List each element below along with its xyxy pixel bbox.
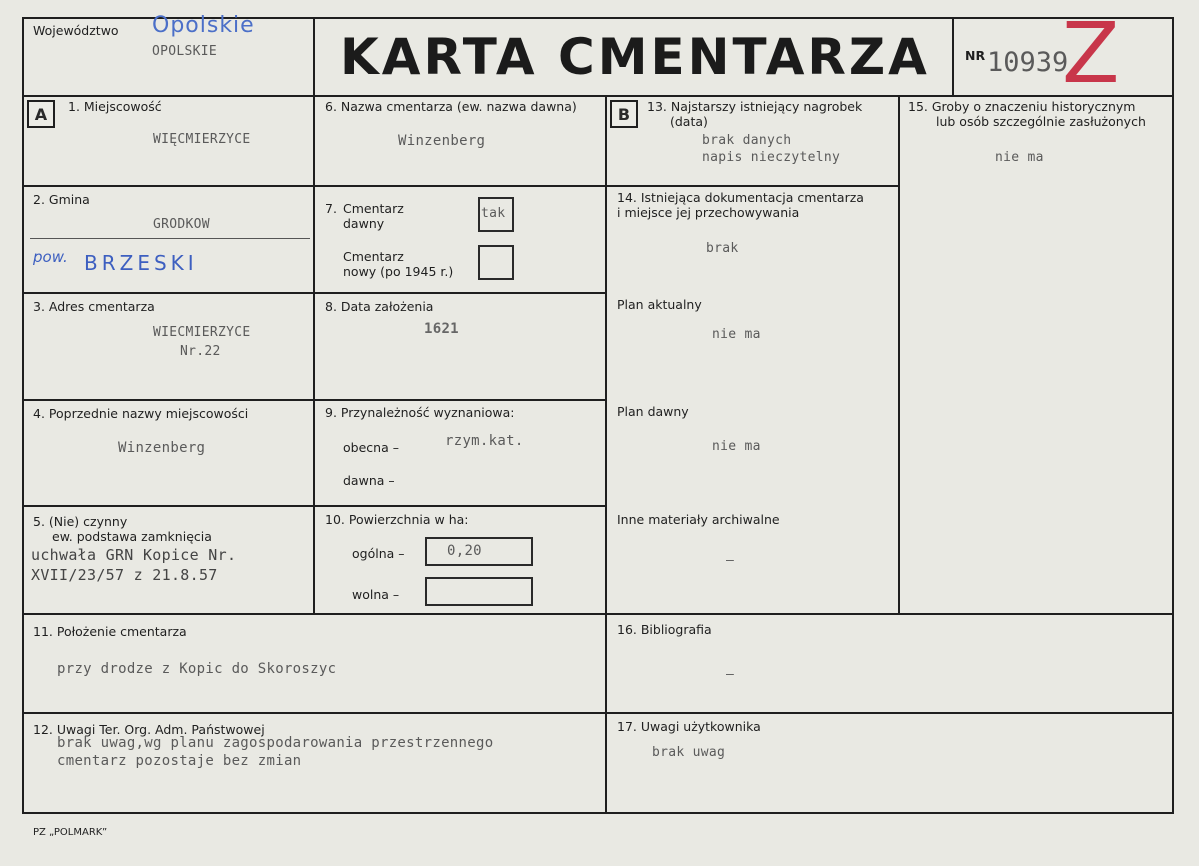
section-b-marker: B [610,100,638,128]
field-10-total-value: 0,20 [447,543,482,559]
total-area-box [425,537,533,566]
field-14-value: brak [706,241,739,256]
field-9-former-label: dawna – [343,473,395,488]
old-cemetery-value: tak [481,206,506,221]
section-a-marker: A [27,100,55,128]
field-12-label: 12. Uwagi Ter. Org. Adm. Państwowej [33,722,265,737]
field-13-label-line-2: (data) [670,114,708,129]
archives-label: Inne materiały archiwalne [617,512,780,527]
field-11-label: 11. Położenie cmentarza [33,624,187,639]
field-9-label: 9. Przynależność wyznaniowa: [325,405,515,420]
field-13-value-line-1: brak danych [702,133,792,148]
field-12-value-line-2: cmentarz pozostaje bez zmian [57,753,302,769]
field-3-value-line-1: WIECMIERZYCE [153,325,251,340]
field-9-current-value: rzym.kat. [445,433,524,449]
field-6-value: Winzenberg [398,133,486,149]
printer-imprint: PZ „POLMARK” [33,827,108,838]
old-cemetery-checkbox [478,197,514,232]
plan-current-label: Plan aktualny [617,297,702,312]
field-12-value-line-1: brak uwag,wg planu zagospodarowania przestrzennego [57,735,494,751]
field-7-label: 7. [325,201,337,216]
plan-old-value: nie ma [712,439,761,454]
field-15-label-line-1: 15. Groby o znaczeniu historycznym [908,99,1136,114]
voivodeship-stamp: Opolskie [152,13,255,38]
voivodeship-label: Województwo [33,23,119,38]
field-14-label-line-1: 14. Istniejąca dokumentacja cmentarza [617,190,864,205]
voivodeship-typed: OPOLSKIE [152,44,218,59]
field-13-label-line-1: 13. Najstarszy istniejący nagrobek [647,99,863,114]
nr-mark: Z [1062,4,1120,102]
plan-old-label: Plan dawny [617,404,689,419]
field-7-new-label-line-2: nowy (po 1945 r.) [343,264,454,279]
field-17-value: brak uwag [652,745,726,760]
archives-value: – [726,553,735,568]
field-6-label: 6. Nazwa cmentarza (ew. nazwa dawna) [325,99,577,114]
field-7-old-label-line-1: Cmentarz [343,201,404,216]
field-1-value: WIĘCMIERZYCE [153,132,251,147]
field-13-value-line-2: napis nieczytelny [702,150,841,165]
field-2-label: 2. Gmina [33,192,90,207]
field-8-value: 1621 [424,321,459,337]
nr-value: 10939 [987,47,1069,78]
field-2-pow-prefix: pow. [33,248,68,266]
field-4-value: Winzenberg [118,440,206,456]
field-15-value: nie ma [995,150,1044,165]
field-5-label-line-1: 5. (Nie) czynny [33,514,128,529]
field-10-label: 10. Powierzchnia w ha: [325,512,469,527]
field-17-label: 17. Uwagi użytkownika [617,719,761,734]
field-15-label-line-2: lub osób szczególnie zasłużonych [936,114,1146,129]
field-16-value: – [726,667,735,682]
field-7-old-label-line-2: dawny [343,216,385,231]
field-7-new-label-line-1: Cmentarz [343,249,404,264]
field-4-label: 4. Poprzednie nazwy miejscowości [33,406,249,421]
field-5-value-line-1: uchwała GRN Kopice Nr. [31,546,237,564]
plan-current-value: nie ma [712,327,761,342]
field-5-value-line-2: XVII/23/57 z 21.8.57 [31,566,218,584]
field-2-pow-value: BRZESKI [84,251,198,275]
field-5-label-line-2: ew. podstawa zamknięcia [52,529,212,544]
field-3-label: 3. Adres cmentarza [33,299,155,314]
free-area-box [425,577,533,606]
field-11-value: przy drodze z Kopic do Skoroszyc [57,661,337,677]
field-3-value-line-2: Nr.22 [180,344,221,359]
field-1-label: 1. Miejscowość [68,99,162,114]
field-16-label: 16. Bibliografia [617,622,712,637]
field-2-value: GRODKOW [153,217,210,232]
nr-label: NR [965,48,986,63]
field-10-free-label: wolna – [352,587,400,602]
new-cemetery-checkbox [478,245,514,280]
page-title: KARTA CMENTARZA [340,28,930,86]
field-9-current-label: obecna – [343,440,399,455]
field-8-label: 8. Data założenia [325,299,434,314]
field-10-total-label: ogólna – [352,546,405,561]
field-14-label-line-2: i miejsce jej przechowywania [617,205,800,220]
